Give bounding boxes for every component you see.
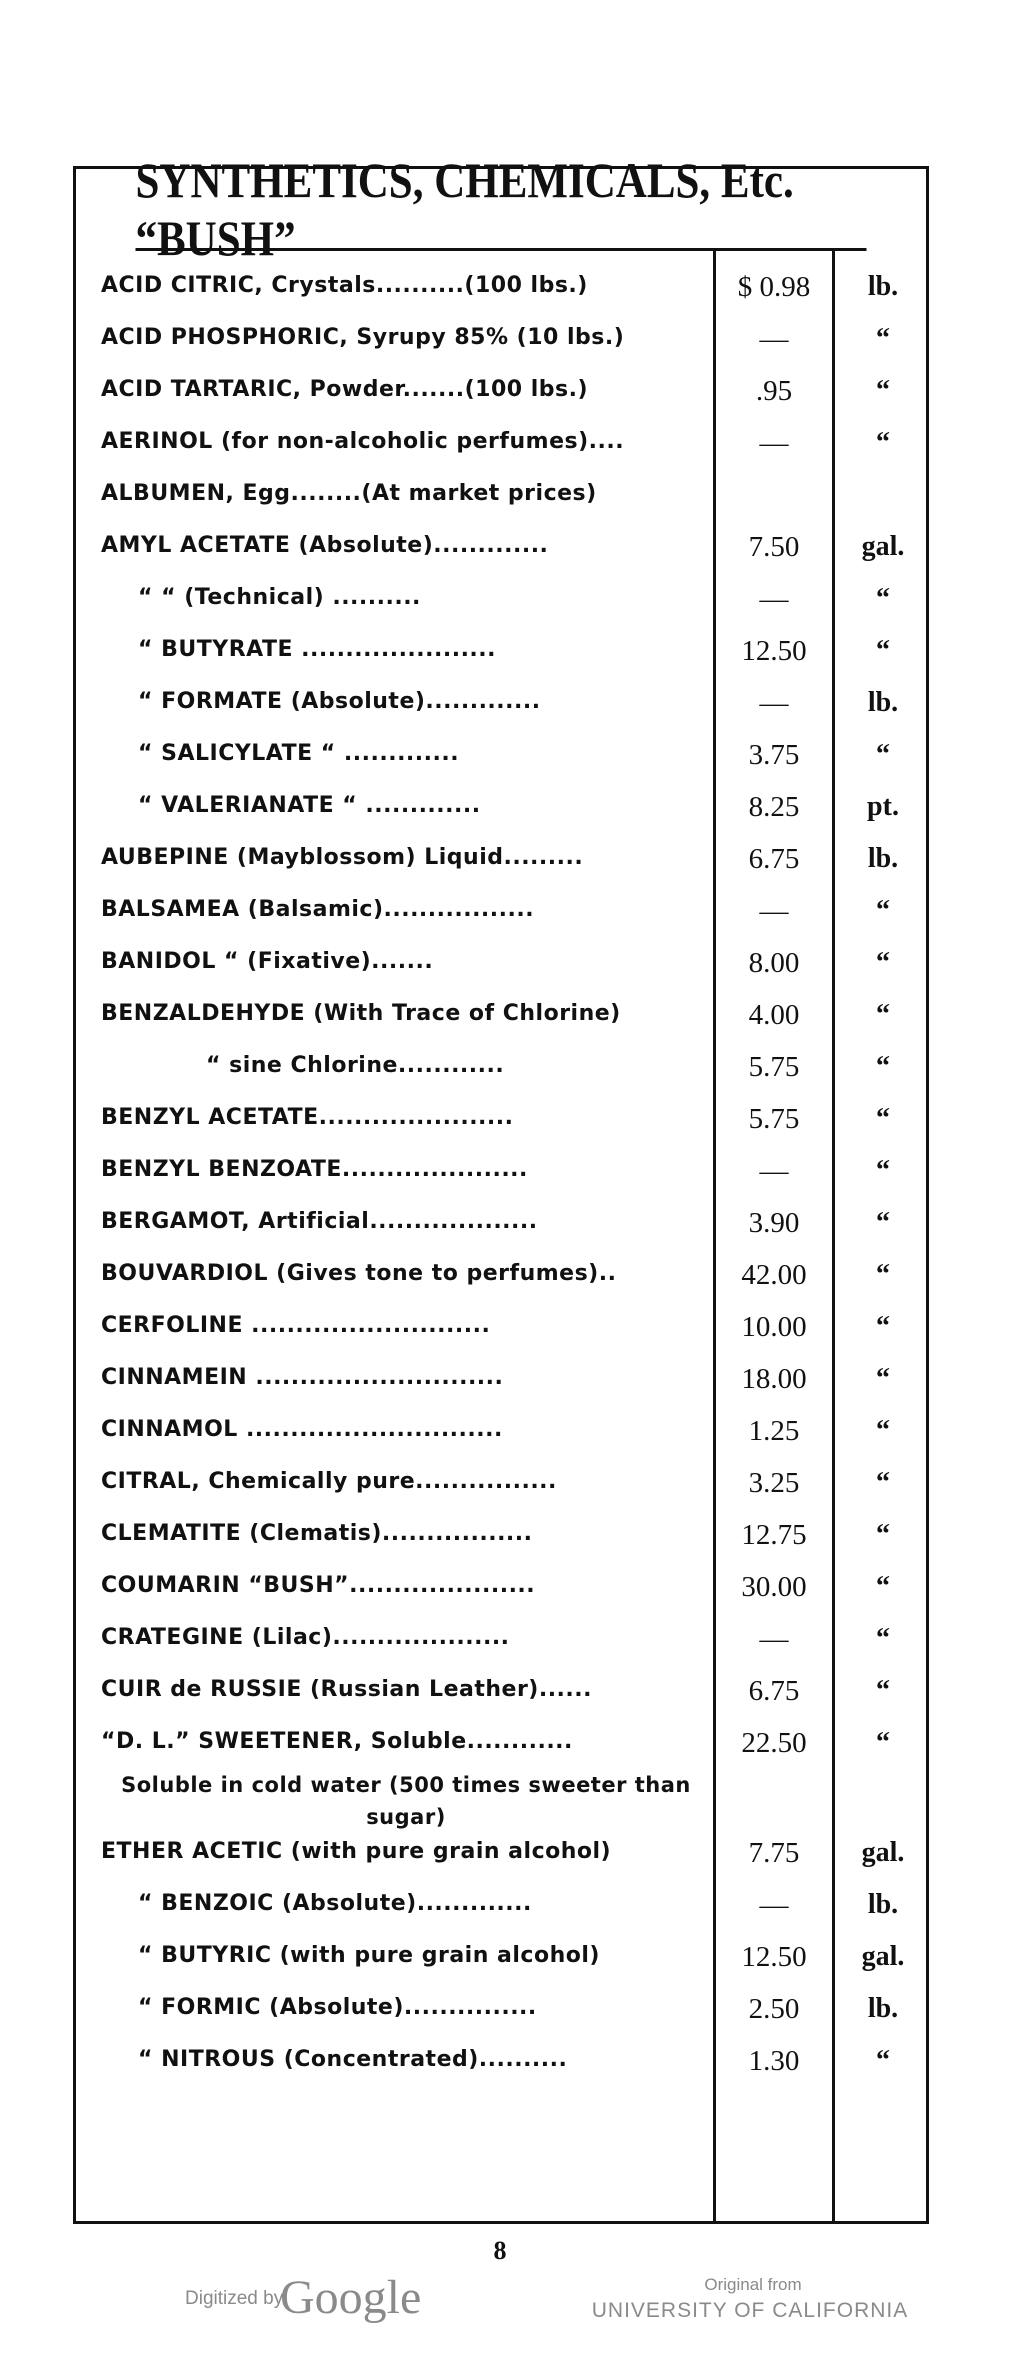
item-description: CRATEGINE (Lilac).................... [101, 1625, 510, 1650]
page-number: 8 [493, 2236, 507, 2265]
table-row [76, 1135, 926, 1187]
digitized-by-label: Digitized by [185, 2288, 284, 2309]
item-price: 1.25 [748, 1415, 800, 1447]
item-price: 1.30 [748, 2045, 800, 2077]
table-row [76, 303, 926, 355]
item-description: BENZALDEHYDE (With Trace of Chlorine) [101, 1001, 621, 1026]
item-description: BOUVARDIOL (Gives tone to perfumes).. [101, 1261, 617, 1286]
item-description: “ FORMIC (Absolute)............... [138, 1995, 537, 2020]
item-description: “ NITROUS (Concentrated).......... [138, 2047, 568, 2072]
table-row [76, 1031, 926, 1083]
table-row [76, 1603, 926, 1655]
table-row [76, 1973, 926, 2025]
table-row [76, 771, 926, 823]
item-description: “ BENZOIC (Absolute)............. [138, 1891, 532, 1916]
item-price: — [759, 427, 789, 459]
item-price: 12.50 [741, 635, 807, 667]
table-row [76, 615, 926, 667]
item-price: 10.00 [741, 1311, 807, 1343]
item-unit: lb. [867, 271, 899, 302]
table-row [76, 1239, 926, 1291]
item-unit: “ [876, 2045, 890, 2076]
item-unit: “ [876, 1415, 890, 1446]
table-row [76, 1817, 926, 1869]
table-row [76, 1395, 926, 1447]
item-unit: “ [876, 1519, 890, 1550]
item-price: — [759, 1155, 789, 1187]
table-row [76, 979, 926, 1031]
item-price: .95 [755, 375, 793, 407]
table-row [76, 1551, 926, 1603]
item-unit: “ [876, 999, 890, 1030]
item-unit: “ [876, 427, 890, 458]
item-price: 30.00 [741, 1571, 807, 1603]
table-row [76, 251, 926, 303]
item-price: 4.00 [748, 999, 800, 1031]
item-unit: lb. [867, 843, 899, 874]
page-title: SYNTHETICS, CHEMICALS, Etc. “BUSH” [136, 169, 867, 251]
item-price: 12.75 [741, 1519, 807, 1551]
item-description: “ BUTYRIC (with pure grain alcohol) [138, 1943, 600, 1968]
table-body [76, 251, 926, 2077]
item-unit: “ [876, 1571, 890, 1602]
item-price: 22.50 [741, 1727, 807, 1759]
item-description: COUMARIN “BUSH”..................... [101, 1573, 536, 1598]
table-row [76, 563, 926, 615]
item-unit: “ [876, 1467, 890, 1498]
table-row [76, 875, 926, 927]
item-unit: “ [876, 583, 890, 614]
item-price: 12.50 [741, 1941, 807, 1973]
item-description: “ sine Chlorine............ [206, 1053, 505, 1078]
item-price: — [759, 1623, 789, 1655]
item-price: — [759, 583, 789, 615]
item-unit: gal. [861, 1837, 905, 1868]
table-row [76, 1921, 926, 1973]
item-description: ETHER ACETIC (with pure grain alcohol) [101, 1839, 612, 1864]
item-description: “ BUTYRATE ...................... [138, 637, 497, 662]
item-description: CINNAMOL ............................. [101, 1417, 503, 1442]
table-row [76, 1343, 926, 1395]
item-unit: “ [876, 1259, 890, 1290]
item-description: BENZYL ACETATE...................... [101, 1105, 514, 1130]
item-unit: “ [876, 739, 890, 770]
item-price: 5.75 [748, 1103, 800, 1135]
item-unit: “ [876, 1207, 890, 1238]
item-price: 3.75 [748, 739, 800, 771]
item-price: 8.00 [748, 947, 800, 979]
item-unit: “ [876, 1623, 890, 1654]
item-price: 2.50 [748, 1993, 800, 2025]
table-row [76, 1083, 926, 1135]
item-price: 3.90 [748, 1207, 800, 1239]
item-price: — [759, 687, 789, 719]
item-price: 5.75 [748, 1051, 800, 1083]
item-price: 42.00 [741, 1259, 807, 1291]
item-price: $ 0.98 [737, 271, 811, 303]
item-unit: “ [876, 947, 890, 978]
item-description: AMYL ACETATE (Absolute)............. [101, 533, 549, 558]
item-price: 6.75 [748, 843, 800, 875]
item-note: Soluble in cold water (500 times sweeter than sugar) [121, 1773, 691, 1829]
google-logo: Google [280, 2271, 422, 2324]
item-unit: “ [876, 635, 890, 666]
item-unit: “ [876, 1675, 890, 1706]
item-unit: “ [876, 1051, 890, 1082]
item-price: 18.00 [741, 1363, 807, 1395]
item-unit: “ [876, 1727, 890, 1758]
item-unit: lb. [867, 1889, 899, 1920]
item-price: 7.50 [748, 531, 800, 563]
item-description: ALBUMEN, Egg........(At market prices) [101, 481, 597, 506]
item-price: — [759, 895, 789, 927]
item-description: CINNAMEIN ............................ [101, 1365, 504, 1390]
item-description: ACID TARTARIC, Powder.......(100 lbs.) [101, 377, 589, 402]
item-description: BENZYL BENZOATE..................... [101, 1157, 528, 1182]
item-description: “ SALICYLATE “ ............. [138, 741, 460, 766]
table-row [76, 1447, 926, 1499]
item-unit: “ [876, 323, 890, 354]
item-description: CERFOLINE ........................... [101, 1313, 491, 1338]
table-row [76, 1707, 926, 1829]
item-unit: lb. [867, 687, 899, 718]
item-description: ACID PHOSPHORIC, Syrupy 85% (10 lbs.) [101, 325, 625, 350]
table-row [76, 1291, 926, 1343]
table-row [76, 719, 926, 771]
table-row [76, 2025, 926, 2077]
table-row [76, 407, 926, 459]
table-row [76, 1869, 926, 1921]
table-row [76, 667, 926, 719]
item-unit: “ [876, 1103, 890, 1134]
original-from-label: Original from [704, 2275, 802, 2294]
item-unit: “ [876, 895, 890, 926]
item-unit: lb. [867, 1993, 899, 2024]
table-row [76, 927, 926, 979]
item-description: “ FORMATE (Absolute)............. [138, 689, 541, 714]
item-unit: pt. [867, 791, 899, 822]
item-unit: “ [876, 1311, 890, 1342]
item-description: AUBEPINE (Mayblossom) Liquid......... [101, 845, 584, 870]
university-label: UNIVERSITY OF CALIFORNIA [591, 2299, 909, 2322]
item-price: 6.75 [748, 1675, 800, 1707]
item-unit: gal. [861, 1941, 905, 1972]
table-row [76, 459, 926, 511]
table-row [76, 1187, 926, 1239]
item-description: BALSAMEA (Balsamic)................. [101, 897, 535, 922]
item-price: 8.25 [748, 791, 800, 823]
item-unit: “ [876, 375, 890, 406]
item-description: “D. L.” SWEETENER, Soluble............ [101, 1729, 573, 1754]
table-row [76, 823, 926, 875]
price-list-table [73, 151, 929, 2224]
item-description: ACID CITRIC, Crystals..........(100 lbs.) [101, 273, 588, 298]
item-unit: “ [876, 1363, 890, 1394]
item-price: 3.25 [748, 1467, 800, 1499]
item-description: BERGAMOT, Artificial................... [101, 1209, 538, 1234]
table-row [76, 355, 926, 407]
item-description: CUIR de RUSSIE (Russian Leather)...... [101, 1677, 592, 1702]
item-description: CITRAL, Chemically pure................ [101, 1469, 557, 1494]
table-row [76, 511, 926, 563]
table-row [76, 1655, 926, 1707]
item-price: 7.75 [748, 1837, 800, 1869]
item-description: BANIDOL “ (Fixative)....... [101, 949, 434, 974]
table-row [76, 1499, 926, 1551]
item-unit: gal. [861, 531, 905, 562]
item-description: “ VALERIANATE “ ............. [138, 793, 481, 818]
item-description: CLEMATITE (Clematis)................. [101, 1521, 533, 1546]
item-price: — [759, 323, 789, 355]
item-unit: “ [876, 1155, 890, 1186]
item-description: AERINOL (for non-alcoholic perfumes).... [101, 429, 625, 454]
item-price: — [759, 1889, 789, 1921]
item-description: “ “ (Technical) .......... [138, 585, 421, 610]
